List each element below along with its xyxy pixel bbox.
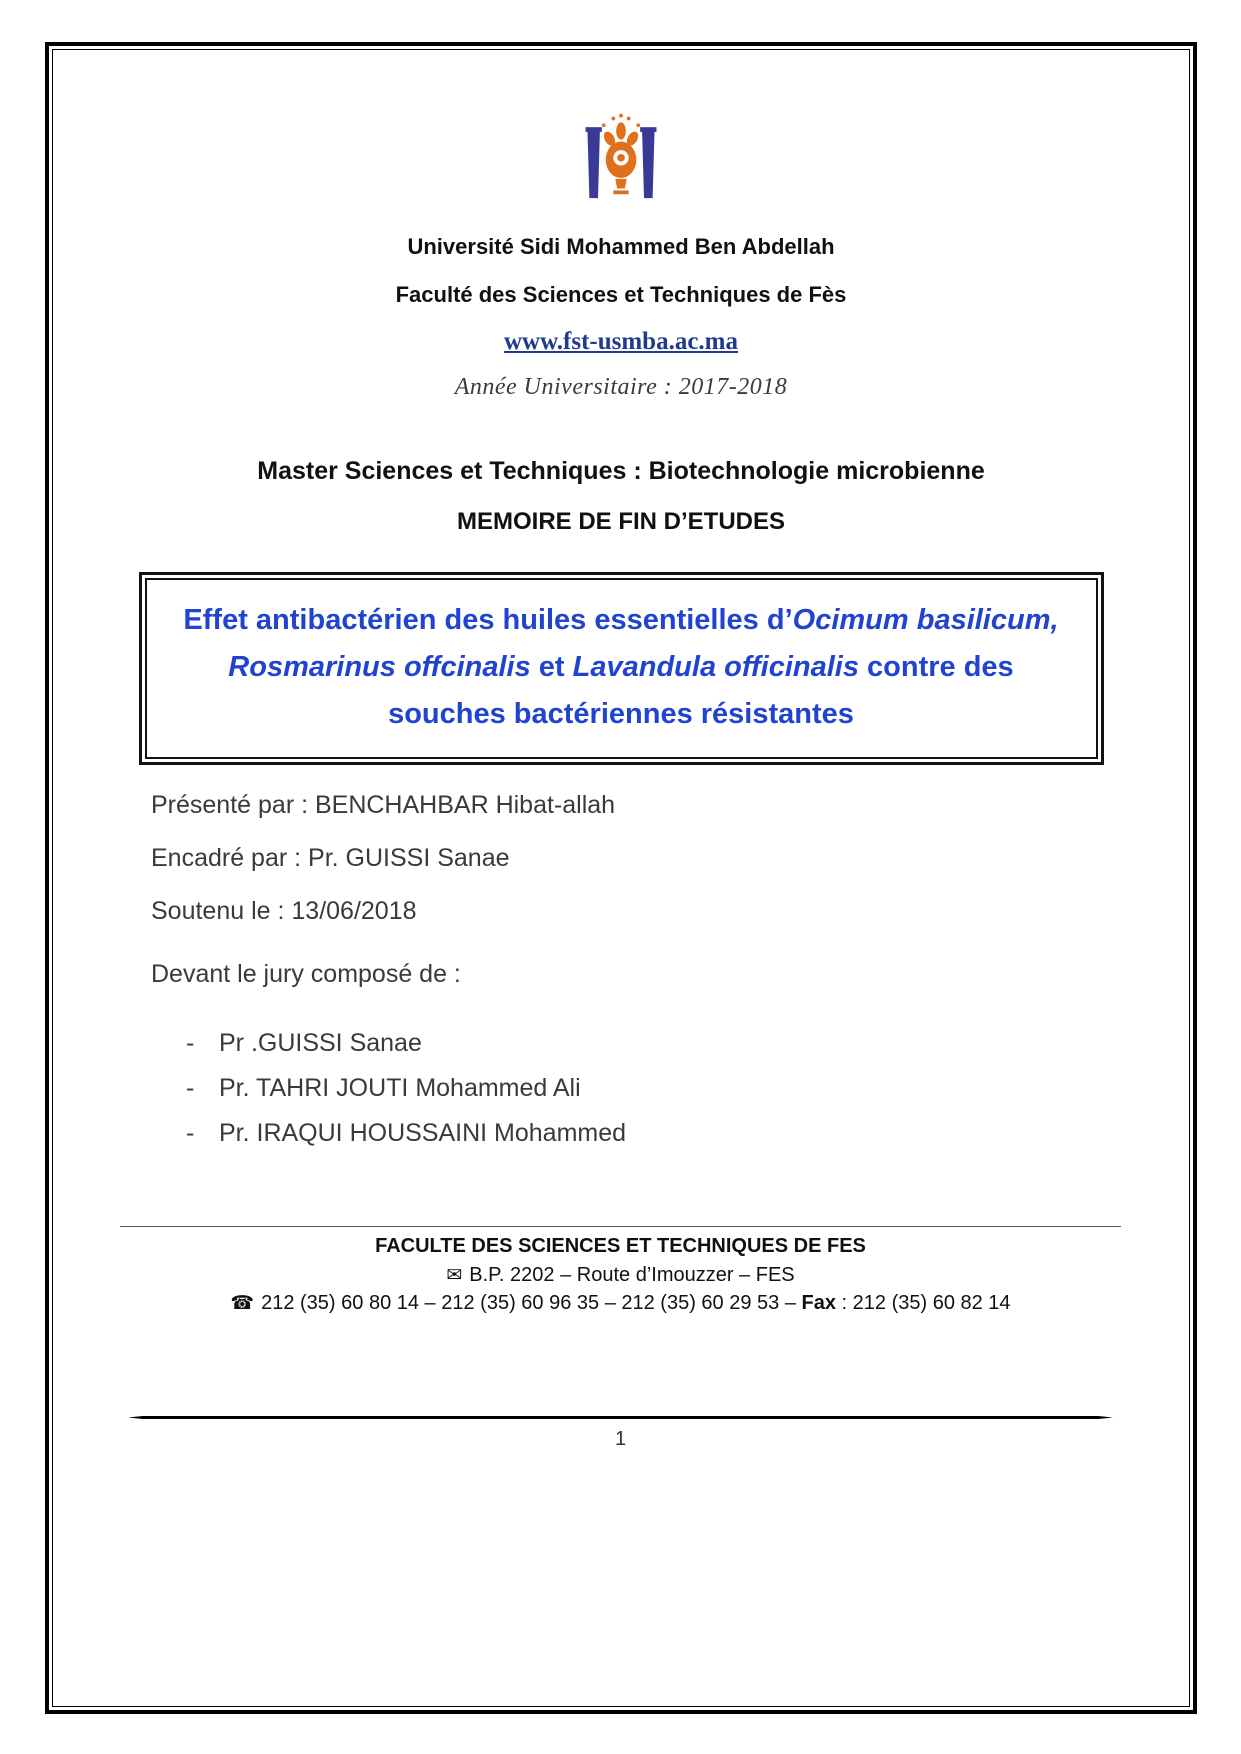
jury-member-name: Pr. TAHRI JOUTI Mohammed Ali [219, 1074, 581, 1102]
title-part-italic: Ocimum basilicum, Rosmarinus offcinalis [228, 604, 1059, 683]
presentation-block [50, 791, 1192, 1148]
website-line [50, 328, 1192, 356]
master-program-title: Master Sciences et Techniques : Biotechnologie microbienne [257, 457, 985, 485]
envelope-icon: ✉ [446, 1265, 463, 1286]
page-content [50, 46, 1192, 1710]
thesis-title-box-inner [145, 578, 1098, 759]
bottom-divider [128, 1416, 1113, 1419]
memoire-heading: MEMOIRE DE FIN D’ETUDES [456, 508, 786, 535]
footer-phone-line [120, 1292, 1121, 1315]
jury-member-row [50, 1074, 1192, 1103]
list-dash-marker: - [186, 1119, 195, 1147]
footer-address-line [120, 1264, 1121, 1287]
telephone-icon: ☎ [230, 1293, 255, 1314]
university-logo-icon [575, 102, 667, 206]
footer-address: B.P. 2202 – Route d’Imouzzer – FES [469, 1264, 795, 1286]
title-part: et [530, 651, 573, 683]
page-number: 1 [614, 1428, 627, 1450]
footer-phones: 212 (35) 60 80 14 – 212 (35) 60 96 35 – 212 (35) 60 29 53 – [261, 1292, 802, 1314]
presented-by-line: Présenté par : BENCHAHBAR Hibat-allah [151, 791, 616, 819]
university-name: Université Sidi Mohammed Ben Abdellah [407, 234, 835, 259]
thesis-title [181, 597, 1062, 738]
title-part: contre des souches bactériennes résistantes [388, 651, 1014, 730]
jury-member-row [50, 1029, 1192, 1058]
fax-number: : 212 (35) 60 82 14 [835, 1292, 1011, 1314]
faculty-name: Faculté des Sciences et Techniques de Fès [395, 282, 847, 307]
logo-flame [602, 114, 641, 195]
jury-member-row [50, 1119, 1192, 1148]
defense-date-line: Soutenu le : 13/06/2018 [151, 897, 417, 925]
thesis-title-box [139, 572, 1104, 765]
footer-faculty-name: FACULTE DES SCIENCES ET TECHNIQUES DE FES [375, 1235, 866, 1257]
jury-member-name: Pr. IRAQUI HOUSSAINI Mohammed [219, 1119, 627, 1147]
title-part-italic: Lavandula officinalis [572, 651, 859, 683]
list-dash-marker: - [186, 1074, 195, 1102]
jury-member-name: Pr .GUISSI Sanae [219, 1029, 422, 1057]
title-part: Effet antibactérien des huiles essentielles d’ [183, 604, 793, 636]
supervised-by-line: Encadré par : Pr. GUISSI Sanae [151, 844, 510, 872]
footer-divider [120, 1226, 1121, 1227]
academic-year: Année Universitaire : 2017-2018 [454, 374, 788, 400]
website-link[interactable]: www.fst-usmba.ac.ma [503, 328, 739, 355]
list-dash-marker: - [186, 1029, 195, 1057]
jury-heading: Devant le jury composé de : [151, 960, 461, 988]
fax-label: Fax [801, 1292, 836, 1314]
page-footer [120, 1226, 1121, 1315]
